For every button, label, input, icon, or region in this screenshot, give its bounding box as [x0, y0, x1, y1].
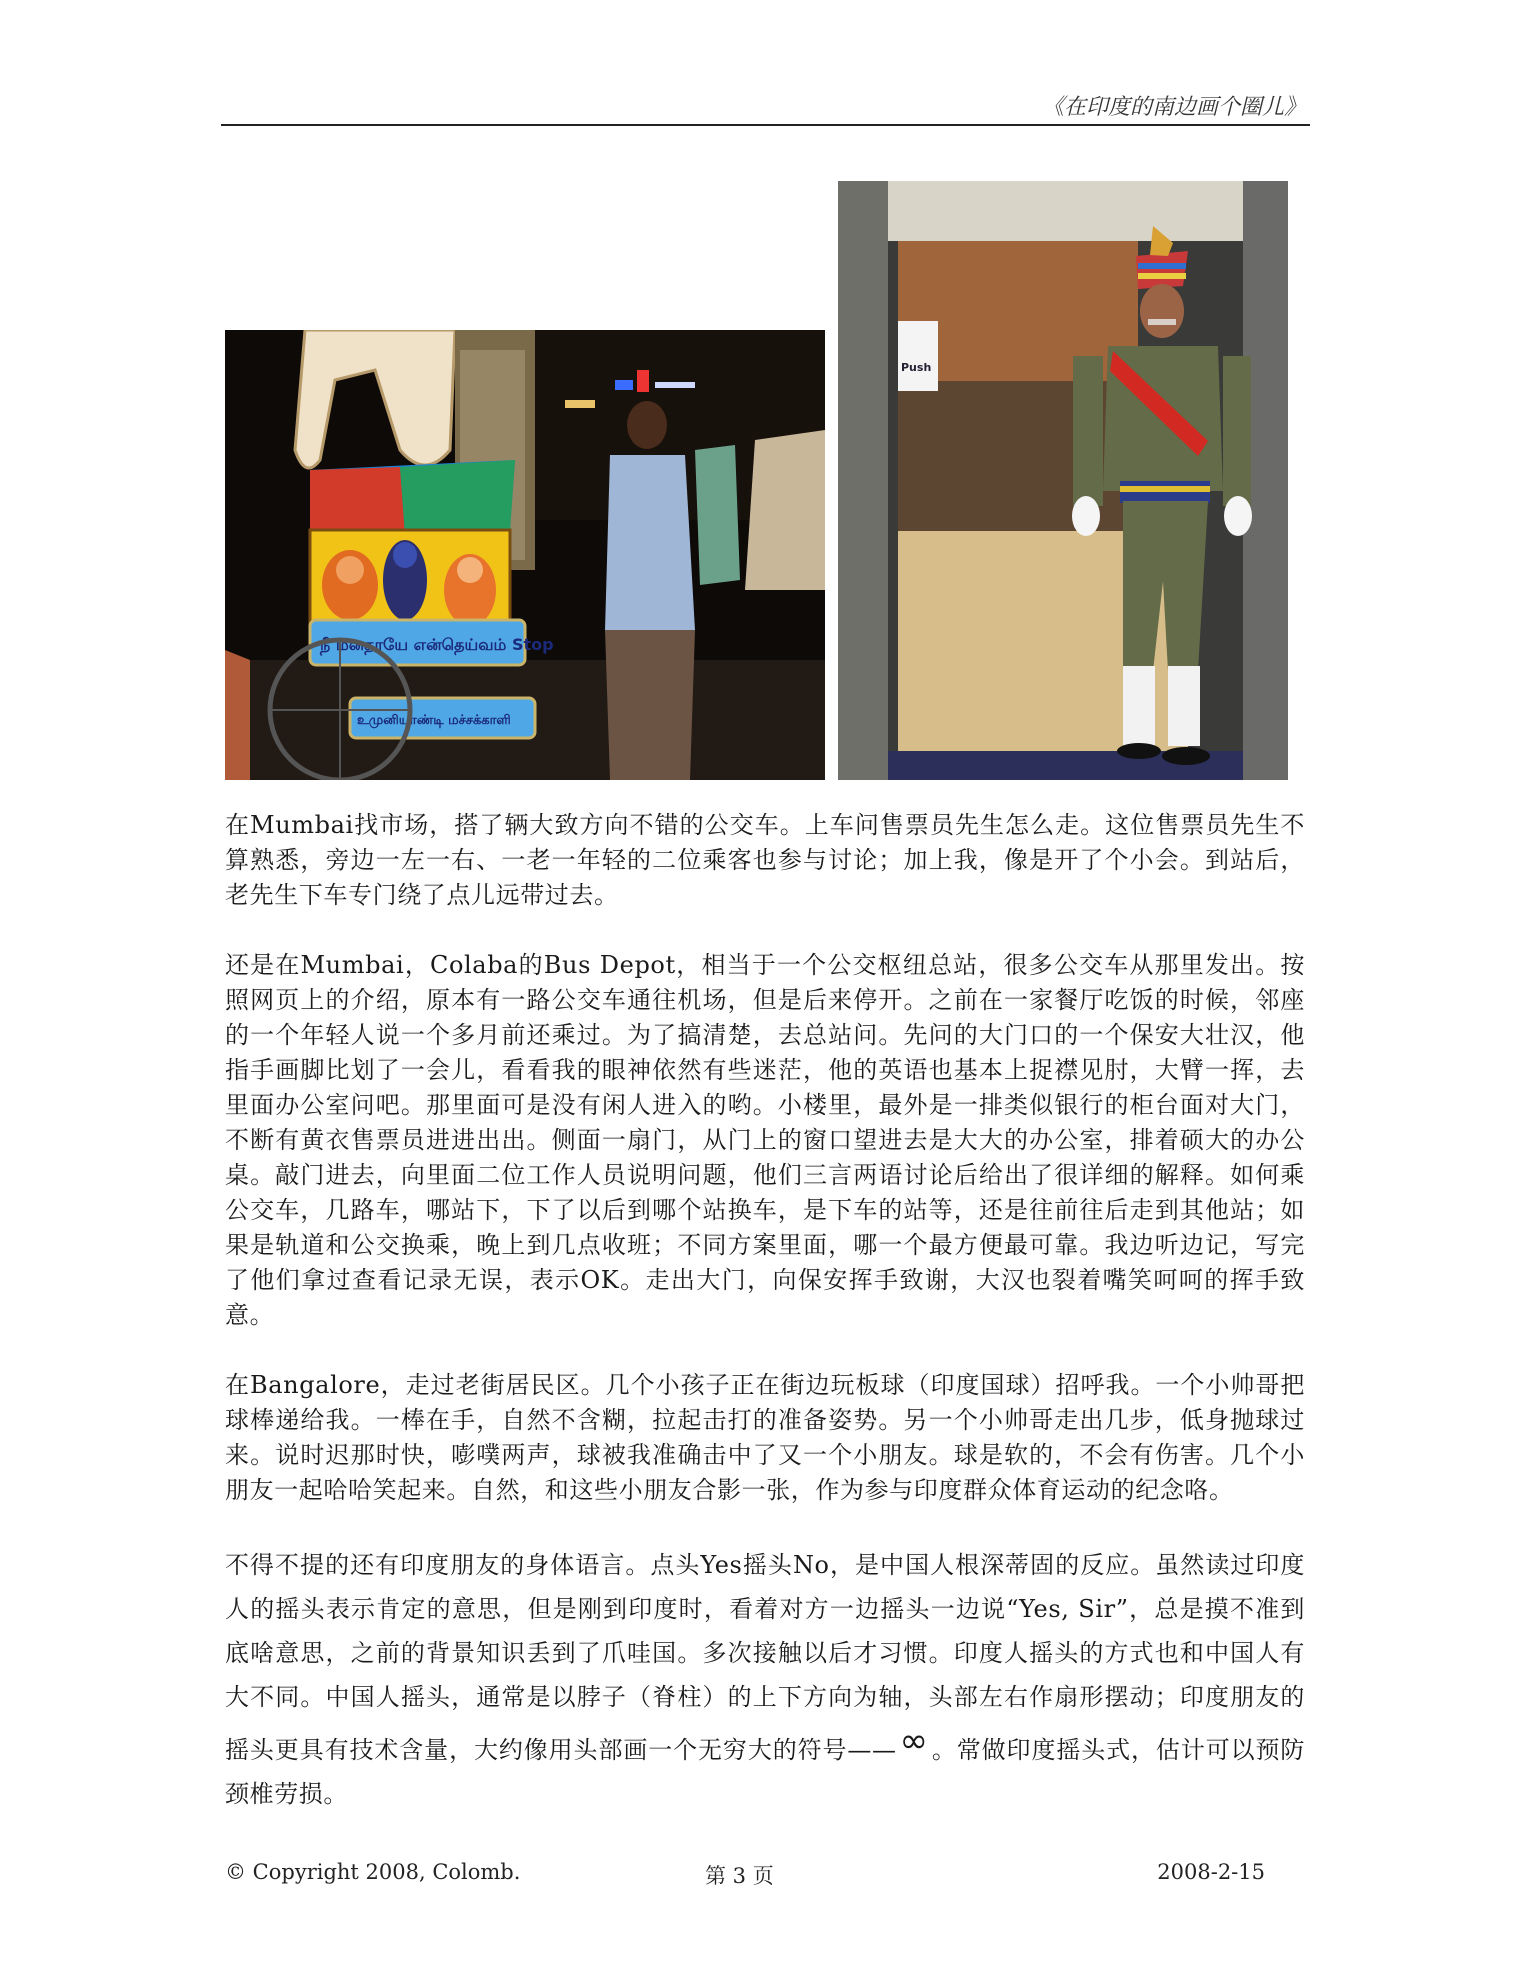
paragraph-mumbai-bus: 在Mumbai找市场，搭了辆大致方向不错的公交车。上车问售票员先生怎么走。这位售票员先生不算熟悉，旁边一左一右、一老一年轻的二位乘客也参与讨论；加上我，像是开了个小会。到站后，老先生下车专门绕了点儿远带过去。 — [225, 811, 1305, 909]
article-body — [225, 808, 1305, 1816]
doorman-photo — [838, 181, 1288, 780]
document-title: 《在印度的南边画个圈儿》 — [1041, 95, 1306, 120]
page-footer — [225, 1860, 1265, 1890]
door-push-sign: Push — [901, 361, 932, 374]
rickshaw-sign-2: உமுனியாண்டி மச்சக்காளி — [357, 713, 511, 728]
paragraph-bangalore-cricket: 在Bangalore，走过老街居民区。几个小孩子正在街边玩板球（印度国球）招呼我。一个小帅哥把球棒递给我。一棒在手，自然不含糊，拉起击打的准备姿势。另一个小帅哥走出几步，低身抛球过来。说时迟那时快，嘭噗两声，球被我准确击中了又一个小朋友。球是软的，不会有伤害。几个小朋友一起哈哈笑起来。自然，和这些小朋友合影一张，作为参与印度群众体育运动的纪念咯。 — [225, 1371, 1305, 1504]
paragraph-bus-depot: 还是在Mumbai，Colaba的Bus Depot，相当于一个公交枢纽总站，很多公交车从那里发出。按照网页上的介绍，原本有一路公交车通往机场，但是后来停开。之前在一家餐厅吃饭的时候，邻座的一个年轻人说一个多月前还乘过。为了搞清楚，去总站问。先问的大门口的一个保安大壮汉，他指手画脚比划了一会儿，看看我的眼神依然有些迷茫，他的英语也基本上捉襟见肘，大臂一挥，去里面办公室问吧。那里面可是没有闲人进入的哟。小楼里，最外是一排类似银行的柜台面对大门，不断有黄衣售票员进进出出。侧面一扇门，从门上的窗口望进去是大大的办公室，排着硕大的办公桌。敲门进去，向里面二位工作人员说明问题，他们三言两语讨论后给出了很详细的解释。如何乘公交车，几路车，哪站下，下了以后到哪个站换车，是下车的站等，还是往前往后走到其他站；如果是轨道和公交换乘，晚上到几点收班；不同方案里面，哪一个最方便最可靠。我边听边记，写完了他们拿过查看记录无误，表示OK。走出大门，向保安挥手致谢，大汉也裂着嘴笑呵呵的挥手致意。 — [225, 951, 1305, 1329]
paragraph-head-shake-end: 。常做印度摇头式，估计可以预防颈椎劳损。 — [225, 1736, 1306, 1808]
infinity-symbol-icon: ∞ — [899, 1721, 929, 1761]
document-date: 2008-2-15 — [1157, 1860, 1265, 1884]
paragraph-head-shake-text: 不得不提的还有印度朋友的身体语言。点头Yes摇头No，是中国人根深蒂固的反应。虽然读过印度人的摇头表示肯定的意思，但是刚到印度时，看着对方一边摇头一边说“Yes, Sir”，总是摸不准到底啥意思，之前的背景知识丢到了爪哇国。多次接触以后才习惯。印度人摇头的方式也和中国人有大不同。中国人摇头，通常是以脖子（脊柱）的上下方向为轴，头部左右作扇形摆动；印度朋友的摇头更具有技术含量，大约像用头部画一个无穷大的符号—— — [225, 1551, 1305, 1764]
rickshaw-sign-1: நீ மனதாயே என்தெய்வம் Stop — [320, 635, 554, 654]
page-header — [221, 88, 1310, 126]
page-number: 第 3 页 — [705, 1864, 774, 1888]
paragraph-head-shake — [225, 1543, 1305, 1816]
copyright-notice: © Copyright 2008, Colomb. — [225, 1860, 521, 1884]
rickshaw-photo — [225, 330, 825, 780]
